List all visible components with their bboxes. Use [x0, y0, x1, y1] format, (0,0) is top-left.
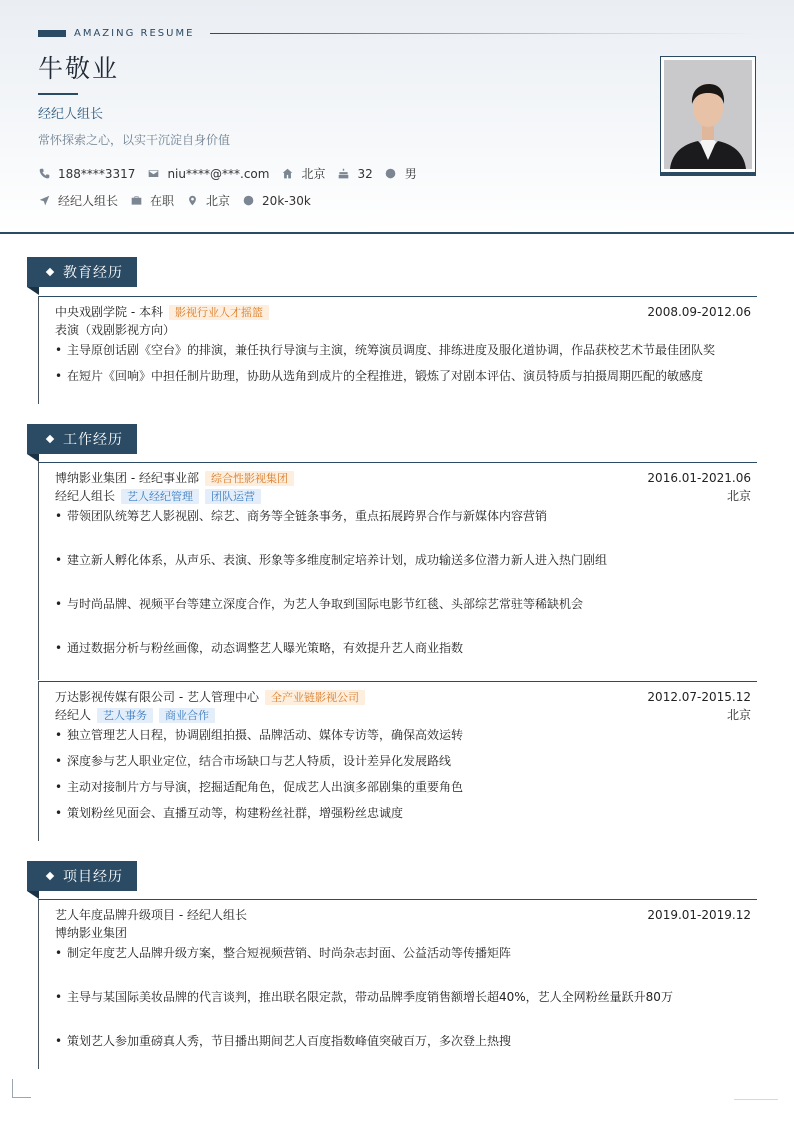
project-org: 博纳影业集团 [55, 926, 128, 940]
cake-icon [337, 168, 349, 180]
education-major-row [55, 322, 751, 338]
contact-home-value: 北京 [301, 167, 326, 181]
profile-photo [664, 60, 752, 169]
location-icon [186, 195, 198, 207]
section-title-project-text: 项目经历 [63, 869, 123, 885]
work-company: 博纳影业集团 - 经纪事业部 [55, 471, 199, 485]
brand-line [210, 33, 758, 34]
intent-city [186, 192, 230, 209]
candidate-role: 经纪人组长 [38, 107, 104, 122]
project-period: 2019.01-2019.12 [647, 908, 751, 922]
work-position-row [55, 707, 751, 723]
work-position-row [55, 488, 751, 504]
intent-status [130, 192, 174, 209]
candidate-slogan: 常怀探索之心，以实干沉淀自身价值 [38, 133, 231, 147]
brand-text: AMAZING RESUME [74, 28, 195, 39]
contact-gender-value: 男 [404, 167, 417, 181]
intent-salary-value: 20k-30k [262, 193, 311, 208]
work-city: 北京 [726, 489, 751, 503]
diamond-icon [46, 268, 54, 276]
contact-age-value: 32 [357, 166, 373, 181]
project-block [38, 899, 757, 1069]
work-skill-tag: 艺人经纪管理 [121, 489, 199, 504]
work-company-row [55, 689, 751, 705]
education-bullet: • 在短片《回响》中担任制片助理，协助从选角到成片的全程推进，锻炼了对剧本评估、演员特质与拍摄周期匹配的敏感度 [55, 368, 751, 384]
contact-row [38, 165, 429, 182]
home-icon [281, 168, 293, 180]
work-bullet: • 建立新人孵化体系，从声乐、表演、形象等多维度制定培养计划，成功输送多位潜力新人进入热门剧组 [55, 552, 751, 568]
block-rule [39, 296, 757, 297]
block-rule [39, 899, 757, 900]
work-period: 2012.07-2015.12 [647, 690, 751, 704]
work-company-tag: 全产业链影视公司 [265, 690, 365, 705]
contact-age [337, 167, 372, 181]
contact-gender [385, 165, 417, 182]
work-company-row [55, 470, 751, 486]
work-company-tag: 综合性影视集团 [205, 471, 294, 486]
salary-icon [242, 195, 254, 207]
work-bullet: • 策划粉丝见面会、直播互动等，构建粉丝社群，增强粉丝忠诚度 [55, 805, 751, 821]
intent-position-value: 经纪人组长 [58, 194, 119, 208]
work-skill-tag: 艺人事务 [97, 708, 153, 723]
block-rule [39, 462, 757, 463]
work-city: 北京 [726, 708, 751, 722]
education-major: 表演（戏剧影视方向） [55, 323, 176, 337]
project-bullet: • 主导与某国际美妆品牌的代言谈判，推出联名限定款，带动品牌季度销售额增长超40%，艺人全网粉丝量跃升80万 [55, 989, 751, 1005]
contact-phone-value: 188****3317 [58, 166, 136, 181]
send-icon [38, 195, 50, 207]
project-bullet: • 策划艺人参加重磅真人秀，节目播出期间艺人百度指数峰值突破百万，多次登上热搜 [55, 1033, 751, 1049]
page-corner-mark [12, 1079, 31, 1098]
section-title-education [27, 257, 137, 287]
job-intent-row [38, 192, 323, 209]
diamond-icon [46, 435, 54, 443]
work-company: 万达影视传媒有限公司 - 艺人管理中心 [55, 690, 259, 704]
education-school-row [55, 304, 751, 320]
work-skill-tag: 团队运营 [205, 489, 261, 504]
work-skill-tag: 商业合作 [159, 708, 215, 723]
section-title-work-text: 工作经历 [63, 432, 123, 448]
project-name: 艺人年度品牌升级项目 - 经纪人组长 [55, 908, 247, 922]
intent-city-value: 北京 [206, 194, 231, 208]
education-school-tag: 影视行业人才摇篮 [169, 305, 269, 320]
phone-icon [38, 168, 50, 180]
project-org-row [55, 925, 751, 941]
contact-phone [38, 167, 135, 181]
work-period: 2016.01-2021.06 [647, 471, 751, 485]
education-block [38, 296, 757, 404]
work-block-1 [38, 462, 757, 680]
work-block-2 [38, 681, 757, 841]
education-bullet: • 主导原创话剧《空台》的排演，兼任执行导演与主演，统筹演员调度、排练进度及服化道协调，作品获校艺术节最佳团队奖 [55, 342, 751, 358]
education-school: 中央戏剧学院 - 本科 [55, 305, 163, 319]
mail-icon [147, 168, 159, 180]
work-bullet: • 通过数据分析与粉丝画像，动态调整艺人曝光策略，有效提升艺人商业指数 [55, 640, 751, 656]
section-title-project [27, 861, 137, 891]
diamond-icon [46, 872, 54, 880]
name-underline [38, 93, 78, 95]
section-title-education-text: 教育经历 [63, 265, 123, 281]
education-period: 2008.09-2012.06 [647, 305, 751, 319]
work-bullet: • 独立管理艺人日程，协调剧组拍摄、品牌活动、媒体专访等，确保高效运转 [55, 727, 751, 743]
section-title-work [27, 424, 137, 454]
work-bullet: • 与时尚品牌、视频平台等建立深度合作，为艺人争取到国际电影节红毯、头部综艺常驻等稀缺机会 [55, 596, 751, 612]
work-bullet: • 带领团队统筹艺人影视剧、综艺、商务等全链条事务，重点拓展跨界合作与新媒体内容营销 [55, 508, 751, 524]
profile-photo-frame [660, 56, 756, 173]
block-rule [39, 681, 757, 682]
intent-salary [242, 194, 311, 208]
intent-position [38, 192, 118, 209]
contact-home [281, 165, 325, 182]
briefcase-icon [130, 195, 142, 207]
candidate-name: 牛敬业 [38, 54, 120, 83]
work-position: 经纪人 [55, 708, 92, 722]
project-name-row [55, 907, 751, 923]
work-position: 经纪人组长 [55, 489, 116, 503]
brand-strip [38, 27, 758, 41]
work-bullet: • 深度参与艺人职业定位，结合市场缺口与艺人特质，设计差异化发展路线 [55, 753, 751, 769]
intent-status-value: 在职 [150, 194, 175, 208]
contact-email [147, 167, 269, 181]
project-bullet: • 制定年度艺人品牌升级方案，整合短视频营销、时尚杂志封面、公益活动等传播矩阵 [55, 945, 751, 961]
work-bullet: • 主动对接制片方与导演，挖掘适配角色，促成艺人出演多部剧集的重要角色 [55, 779, 751, 795]
gender-icon [385, 168, 397, 180]
brand-bar [38, 30, 66, 37]
page-corner-line [734, 1099, 778, 1100]
contact-email-value: niu****@***.com [167, 166, 270, 181]
